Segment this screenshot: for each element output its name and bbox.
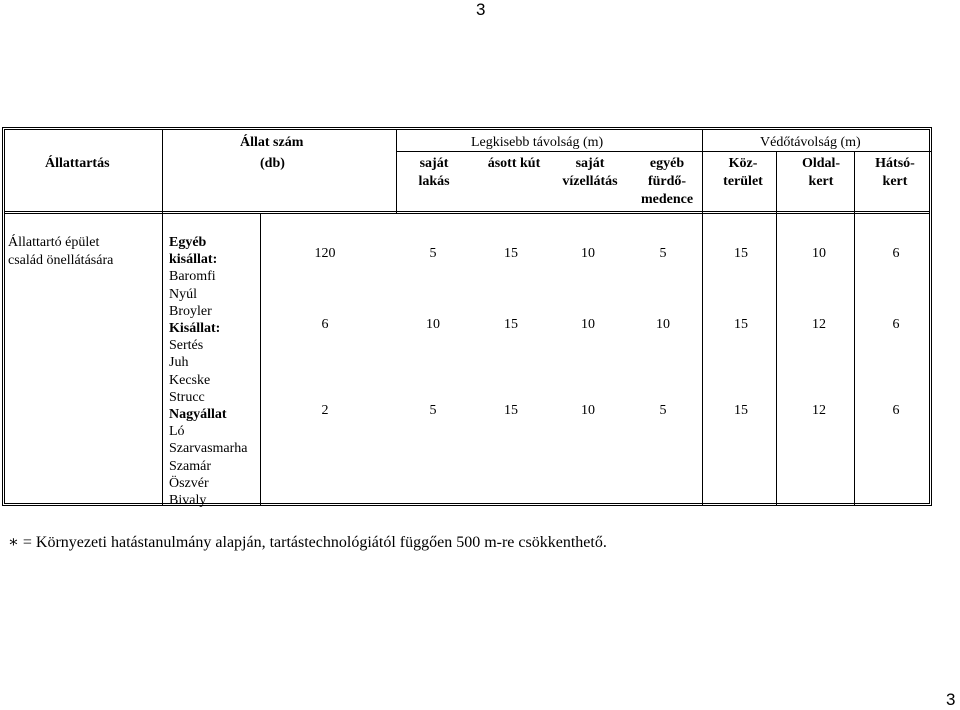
animal-item: Broyler	[169, 303, 212, 319]
value-cell: 15	[504, 403, 518, 418]
page-number-top: 3	[476, 0, 486, 19]
animal-item: Kisállat:	[169, 321, 221, 337]
header-allattartas: Állattartás	[45, 156, 110, 171]
value-cell: 5	[659, 246, 667, 261]
distance-table	[2, 127, 932, 509]
value-cell: 15	[504, 317, 518, 332]
header-sajat-vizellatas: saját vízellátás	[562, 156, 618, 189]
value-cell: 10	[581, 317, 595, 332]
header-hatsokert: Hátsó- kert	[875, 156, 915, 189]
value-cell: 5	[429, 403, 437, 418]
divider	[702, 130, 703, 214]
value-cell: 5	[429, 246, 437, 261]
header-legkisebb-tavolsag: Legkisebb távolság (m)	[471, 135, 604, 150]
animal-item: Kecske	[169, 372, 211, 388]
table-header	[5, 130, 929, 214]
value-cell: 15	[734, 246, 748, 261]
value-cell: 12	[812, 403, 826, 418]
animal-item: Bivaly	[169, 493, 207, 509]
animal-item: Egyéb	[169, 235, 207, 250]
animal-item: Sertés	[169, 338, 204, 354]
divider	[702, 214, 703, 506]
value-cell: 6	[321, 317, 329, 332]
animal-item: Nyúl	[169, 286, 197, 302]
footnote: ∗ = Környezeti hatástanulmány alapján, tartástechnológiától függően 500 m-re csökkenthető.	[8, 534, 607, 551]
divider	[776, 151, 777, 213]
animal-item: Strucc	[169, 389, 205, 405]
row-label: Állattartó épület család önellátására	[8, 235, 114, 268]
divider	[854, 151, 855, 213]
value-cell: 2	[321, 403, 329, 418]
value-cell: 6	[892, 246, 900, 261]
animal-list	[169, 234, 248, 509]
divider	[854, 214, 855, 506]
header-egyeb-furdomedence: egyéb fürdő- medence	[640, 156, 694, 207]
divider	[162, 214, 163, 506]
header-sajat-lakas: saját lakás	[418, 156, 450, 189]
divider	[260, 214, 261, 506]
divider	[396, 130, 397, 214]
divider	[776, 214, 777, 506]
value-cell: 15	[504, 246, 518, 261]
value-cell: 10	[426, 317, 440, 332]
value-cell: 10	[812, 246, 826, 261]
header-kozterulet: Köz- terület	[723, 156, 763, 189]
value-cell: 120	[314, 246, 336, 261]
value-cell: 10	[581, 403, 595, 418]
value-cell: 5	[659, 403, 667, 418]
header-db: (db)	[260, 156, 285, 171]
animal-item: Szarvasmarha	[169, 441, 248, 457]
header-oldalkert: Oldal- kert	[801, 156, 841, 189]
divider	[162, 130, 163, 214]
value-cell: 6	[892, 403, 900, 418]
value-cell: 10	[656, 317, 670, 332]
header-subdivider	[397, 151, 932, 152]
header-asott-kut: ásott kút	[487, 156, 541, 171]
value-cell: 6	[892, 317, 900, 332]
header-vedotavolsag: Védőtávolság (m)	[760, 135, 861, 150]
animal-item: Öszvér	[169, 475, 209, 491]
value-cell: 15	[734, 403, 748, 418]
value-cell: 10	[581, 246, 595, 261]
value-cell: 12	[812, 317, 826, 332]
animal-item: kisállat:	[169, 252, 218, 268]
animal-item: Ló	[169, 424, 185, 440]
animal-item: Juh	[169, 355, 189, 371]
animal-item: Szamár	[169, 458, 211, 474]
animal-item: Baromfi	[169, 269, 216, 285]
animal-item: Nagyállat	[169, 407, 227, 423]
header-allat-szam: Állat szám	[240, 135, 304, 150]
page-number-bottom: 3	[946, 690, 956, 709]
value-cell: 15	[734, 317, 748, 332]
